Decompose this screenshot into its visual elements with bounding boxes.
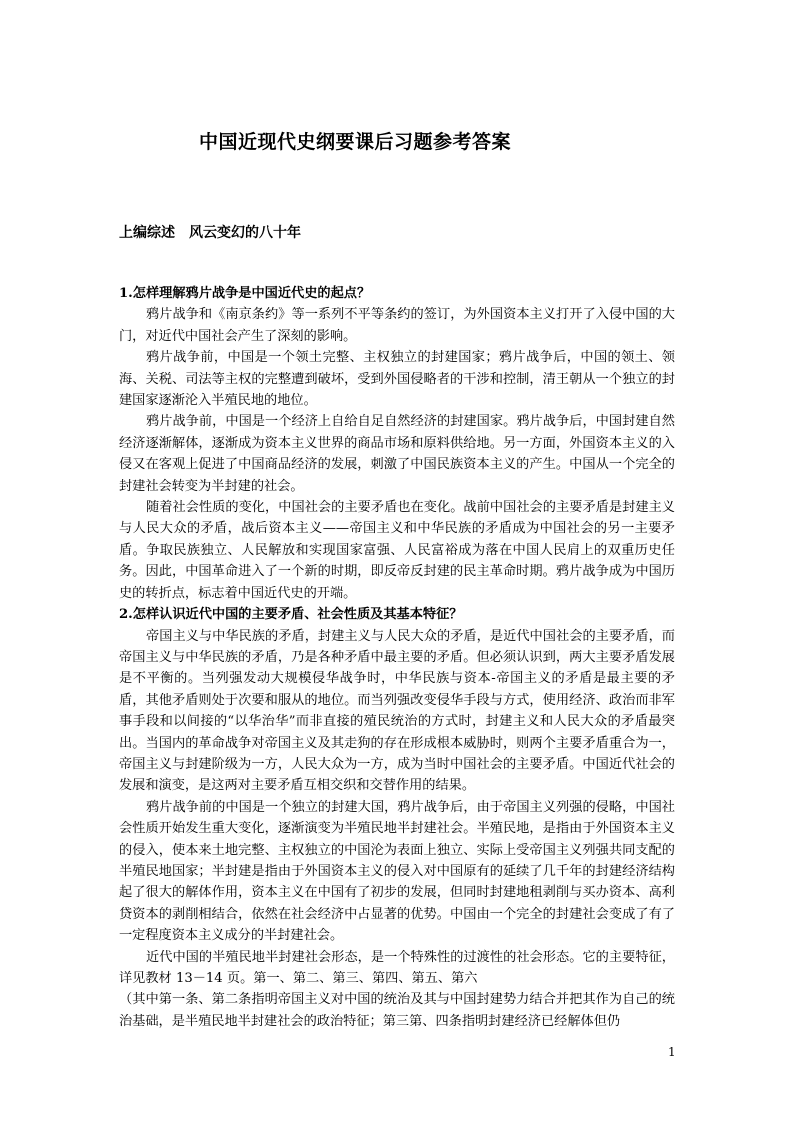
document-body	[119, 283, 675, 1032]
q1-paragraph: 鸦片战争和《南京条约》等一系列不平等条约的签订，为外国资本主义打开了入侵中国的大门，对近代中国社会产生了深刻的影响。	[119, 307, 675, 344]
page-number: 1	[668, 1045, 676, 1059]
question-2-heading: 2.怎样认识近代中国的主要矛盾、社会性质及其基本特征？	[119, 607, 463, 623]
question-1-heading: 1.怎样理解鸦片战争是中国近代史的起点？	[119, 286, 371, 301]
document-title: 中国近现代史纲要课后习题参考答案	[198, 131, 511, 153]
q1-paragraph: 随着社会性质的变化，中国社会的主要矛盾也在变化。战前中国社会的主要矛盾是封建主义与人民大众的矛盾，战后资本主义——帝国主义和中华民族的矛盾成为中国社会的另一主要矛盾。争取民族独立、人民解放和实现国家富强、人民富裕成为落在中国人民肩上的双重历史任务。因此，中国革命进入了一个新的时期，即反帝反封建的民主革命时期。鸦片战争成为中国历史的转折点，标志着中国近代史的开端。	[119, 500, 675, 601]
section-heading: 上编综述 风云变幻的八十年	[119, 225, 301, 241]
q1-paragraph: 鸦片战争前，中国是一个领土完整、主权独立的封建国家；鸦片战争后，中国的领土、领海、关税、司法等主权的完整遭到破坏，受到外国侵略者的干涉和控制，清王朝从一个独立的封建国家逐渐沦入半殖民地的地位。	[119, 350, 675, 409]
q2-paragraph: 帝国主义与中华民族的矛盾，封建主义与人民大众的矛盾，是近代中国社会的主要矛盾，而帝国主义与中华民族的矛盾，乃是各种矛盾中最主要的矛盾。但必须认识到，两大主要矛盾发展是不平衡的。当列强发动大规模侵华战争时，中华民族与资本-帝国主义的矛盾是最主要的矛盾，其他矛盾则处于次要和服从的地位。而当列强改变侵华手段与方式，使用经济、政治而非军事手段和以间接的“以华治华”而非直接的殖民统治的方式时，封建主义和人民大众的矛盾最突出。当国内的革命战争对帝国主义及其走狗的存在形成根本威胁时，则两个主要矛盾重合为一，帝国主义与封建阶级为一方，人民大众为一方，成为当时中国社会的主要矛盾。中国近代社会的发展和演变，是这两对主要矛盾互相交织和交替作用的结果。	[119, 628, 675, 794]
q2-paragraph: 近代中国的半殖民地半封建社会形态，是一个特殊性的过渡性的社会形态。它的主要特征，详见教材 13－14 页。第一、第二、第三、第四、第五、第六	[119, 949, 675, 986]
q2-paragraph-continued: （其中第一条、第二条指明帝国主义对中国的统治及其与中国封建势力结合并把其作为自己的统治基础，是半殖民地半封建社会的政治特征；第三第、四条指明封建经济已经解体但仍	[119, 992, 675, 1029]
q2-paragraph: 鸦片战争前的中国是一个独立的封建大国，鸦片战争后，由于帝国主义列强的侵略，中国社会性质开始发生重大变化，逐渐演变为半殖民地半封建社会。半殖民地，是指由于外国资本主义的侵入，使本来土地完整、主权独立的中国沦为表面上独立、实际上受帝国主义列强共同支配的半殖民地国家；半封建是指由于外国资本主义的侵入对中国原有的延续了几千年的封建经济结构起了很大的解体作用，资本主义在中国有了初步的发展，但同时封建地租剥削与买办资本、高利贷资本的剥削相结合，依然在社会经济中占显著的优势。中国由一个完全的封建社会变成了有了一定程度资本主义成分的半封建社会。	[119, 799, 675, 944]
q1-paragraph: 鸦片战争前，中国是一个经济上自给自足自然经济的封建国家。鸦片战争后，中国封建自然经济逐渐解体，逐渐成为资本主义世界的商品市场和原料供给地。另一方面，外国资本主义的入侵又在客观上促进了中国商品经济的发展，刺激了中国民族资本主义的产生。中国从一个完全的封建社会转变为半封建的社会。	[119, 414, 675, 494]
